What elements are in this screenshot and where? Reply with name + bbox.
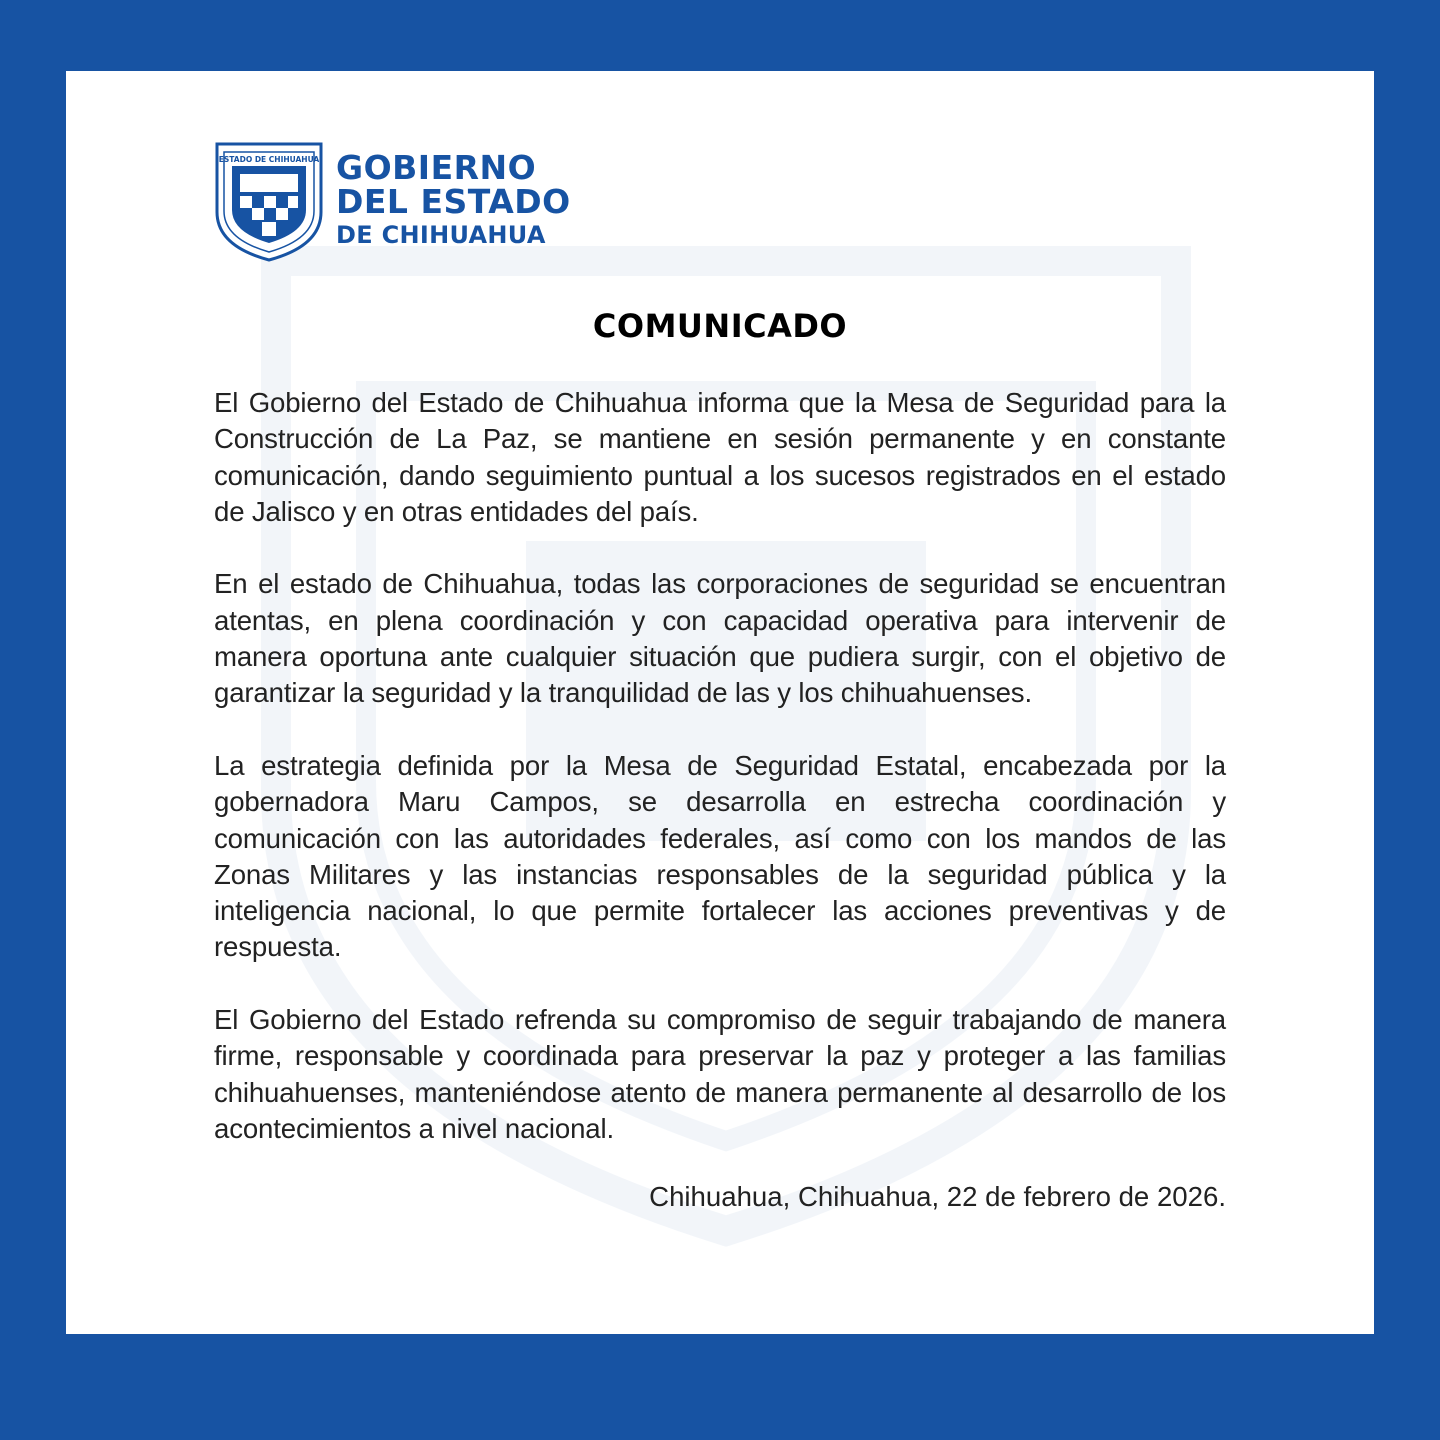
state-crest-icon	[214, 140, 324, 262]
logo-line-3: DE CHIHUAHUA	[336, 221, 546, 249]
crest-top-text: ESTADO DE CHIHUAHUA	[218, 155, 320, 164]
paragraph-4: El Gobierno del Estado refrenda su compromiso de seguir trabajando de manera firme, responsable y coordinada para preservar la paz y proteger a las familias chihuahuenses, manteniéndose atento de manera permanente al desarrollo de los acontecimientos a nivel nacional.	[214, 1004, 1226, 1144]
logo-wordmark	[336, 148, 571, 251]
place-date-signoff: Chihuahua, Chihuahua, 22 de febrero de 2026.	[649, 1181, 1226, 1212]
paragraph-3: La estrategia definida por la Mesa de Seguridad Estatal, encabezada por la gobernadora Maru Campos, se desarrolla en estrecha coordinación y comunicación con las autoridades federales, así como con los mandos de las Zonas Militares y las instancias responsables de la seguridad pública y la inteligencia nacional, lo que permite fortalecer las acciones preventivas y de respuesta.	[214, 749, 1226, 963]
government-logo	[214, 140, 571, 262]
logo-line-2: DEL ESTADO	[336, 182, 571, 221]
document-card	[66, 71, 1374, 1334]
logo-line-1: GOBIERNO	[336, 148, 537, 187]
page-title: COMUNICADO	[592, 307, 848, 345]
paragraph-2: En el estado de Chihuahua, todas las corporaciones de seguridad se encuentran atentas, en plena coordinación y con capacidad operativa para intervenir de manera oportuna ante cualquier situación que pudiera surgir, con el objetivo de garantizar la seguridad y la tranquilidad de las y los chihuahuenses.	[214, 568, 1226, 709]
document-body	[214, 385, 1226, 1184]
paragraph-1: El Gobierno del Estado de Chihuahua informa que la Mesa de Seguridad para la Construcción de La Paz, se mantiene en sesión permanente y en constante comunicación, dando seguimiento puntual a los sucesos registrados en el estado de Jalisco y en otras entidades del país.	[214, 387, 1226, 527]
